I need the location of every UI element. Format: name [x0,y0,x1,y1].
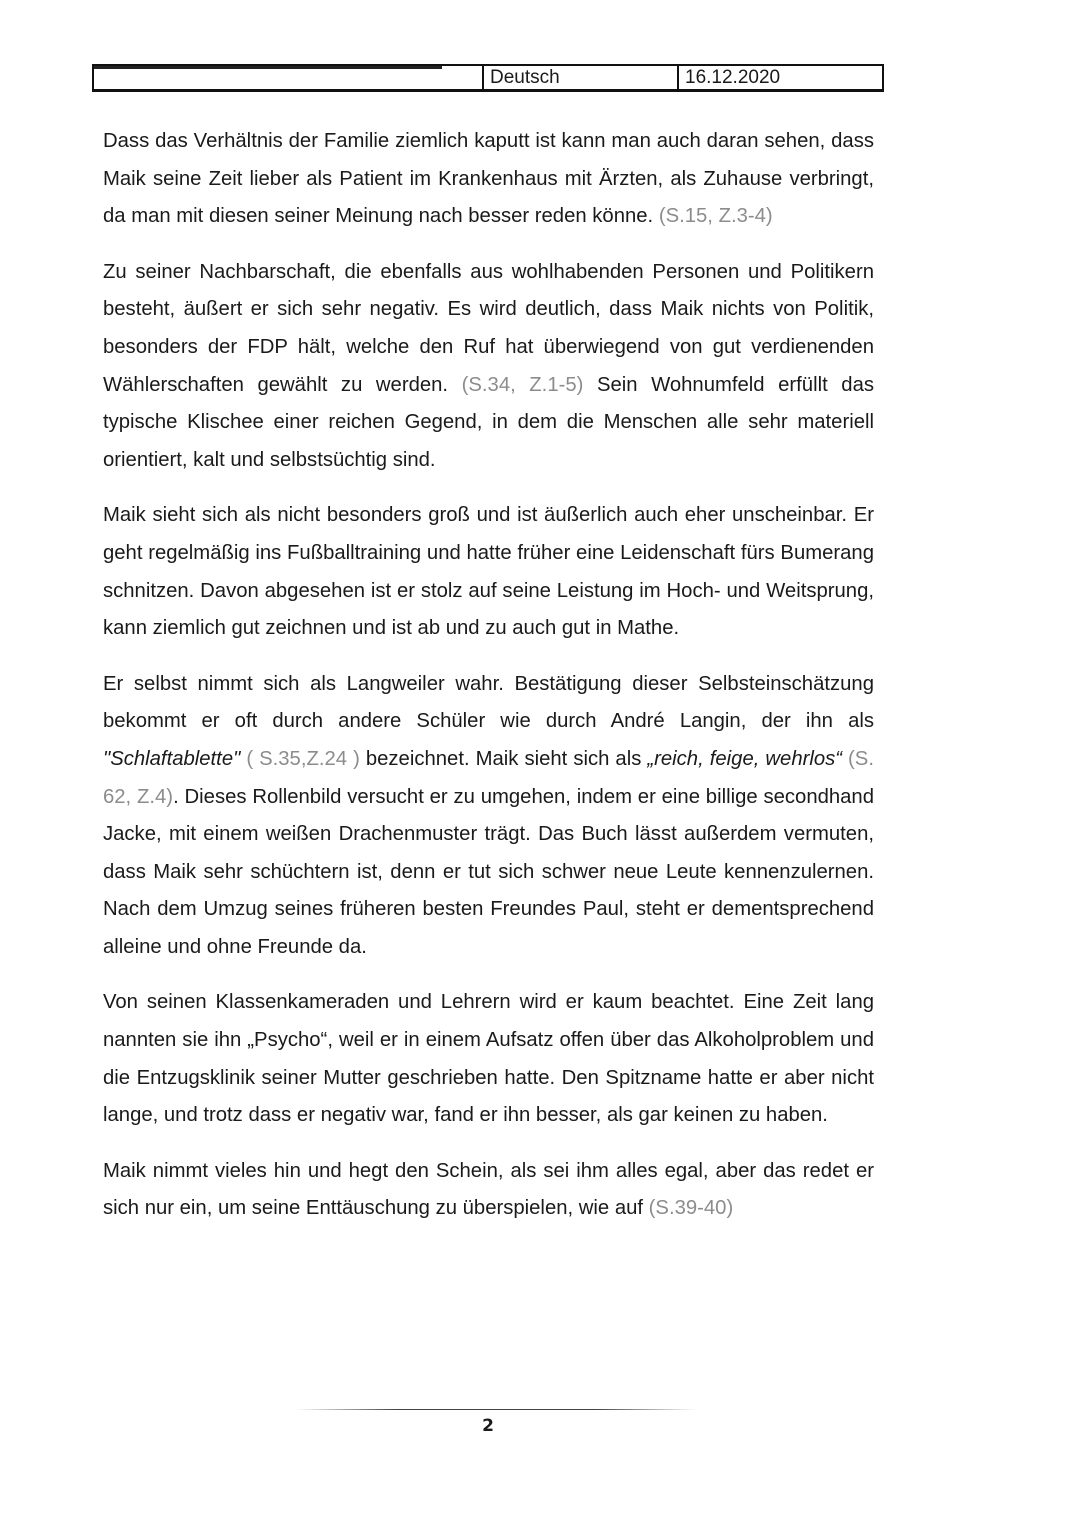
header-date: 16.12.2020 [685,67,781,88]
paragraph-2: Zu seiner Nachbarschaft, die ebenfalls aus wohlhabenden Personen und Politikern besteht, äußert er sich sehr negativ. Es wird deutlich, dass Maik nichts von Politik, besonders der FDP hält, welche den Ruf hat überwiegend von gut verdienenden Wählerschaften gewählt zu werden. (S.34, Z.1-5) Sein Wohnumfeld erfüllt das typische Klischee einer reichen Gegend, in dem die Menschen alle sehr materiell orientiert, kalt und selbstsüchtig sind. [103,260,874,471]
page-reference: (S. 62, Z.4) [103,747,874,808]
redacted-name-mark [94,66,442,69]
paragraph-6: Maik nimmt vieles hin und hegt den Schein, als sei ihm alles egal, aber das redet er sich nur ein, um seine Enttäuschung zu überspielen, wie auf (S.39-40) [103,1159,874,1220]
page-reference: ( S.35,Z.24 ) [240,747,360,770]
header-table [92,64,884,92]
document-body [103,123,874,1246]
paragraph-1: Dass das Verhältnis der Familie ziemlich kaputt ist kann man auch daran sehen, dass Maik seine Zeit lieber als Patient im Krankenhaus mit Ärzten, als Zuhause verbringt, da man mit diesen seiner Meinung nach besser reden könne. (S.15, Z.3-4) [103,130,874,228]
page-reference: (S.34, Z.1-5) [461,373,584,396]
header-name-cell [94,66,484,89]
header-subject: Deutsch [490,67,560,88]
paragraph-3: Maik sieht sich als nicht besonders groß und ist äußerlich auch eher unscheinbar. Er geht regelmäßig ins Fußballtraining und hatte früher eine Leidenschaft fürs Bumerang schnitzen. Davon abgesehen ist er stolz auf seine Leistung im Hoch- und Weitsprung, kann ziemlich gut zeichnen und ist ab und zu auch gut in Mathe. [103,504,874,640]
page-number: 2 [482,1416,494,1436]
quote: „reich, feige, wehrlos“ [647,747,843,770]
paragraph-5: Von seinen Klassenkameraden und Lehrern wird er kaum beachtet. Eine Zeit lang nannten sie ihn „Psycho“, weil er in einem Aufsatz offen über das Alkoholproblem und die Entzugsklinik seiner Mutter geschrieben hatte. Den Spitzname hatte er aber nicht lange, und trotz dass er negativ war, fand er ihn besser, als gar keinen zu haben. [103,991,874,1127]
header-date-cell [679,66,882,89]
page-reference: (S.15, Z.3-4) [658,205,773,228]
paragraph-4: Er selbst nimmt sich als Langweiler wahr. Bestätigung dieser Selbsteinschätzung bekommt er oft durch andere Schüler wie durch André Langin, der ihn als "Schlaftablette" ( S.35,Z.24 ) bezeichnet. Maik sieht sich als „reich, feige, wehrlos“ (S. 62, Z.4). Dieses Rollenbild versucht er zu umgehen, indem er eine billige secondhand Jacke, mit einem weißen Drachenmuster trägt. Das Buch lässt außerdem vermuten, dass Maik sehr schüchtern ist, denn er tut sich schwer neue Leute kennenzulernen. Nach dem Umzug seines früheren besten Freundes Paul, steht er dementsprechend alleine und ohne Freunde da. [103,672,874,958]
footer-divider [296,1409,696,1410]
page-reference: (S.39-40) [648,1197,734,1220]
header-subject-cell [484,66,679,89]
quote: "Schlaftablette" [103,747,241,770]
